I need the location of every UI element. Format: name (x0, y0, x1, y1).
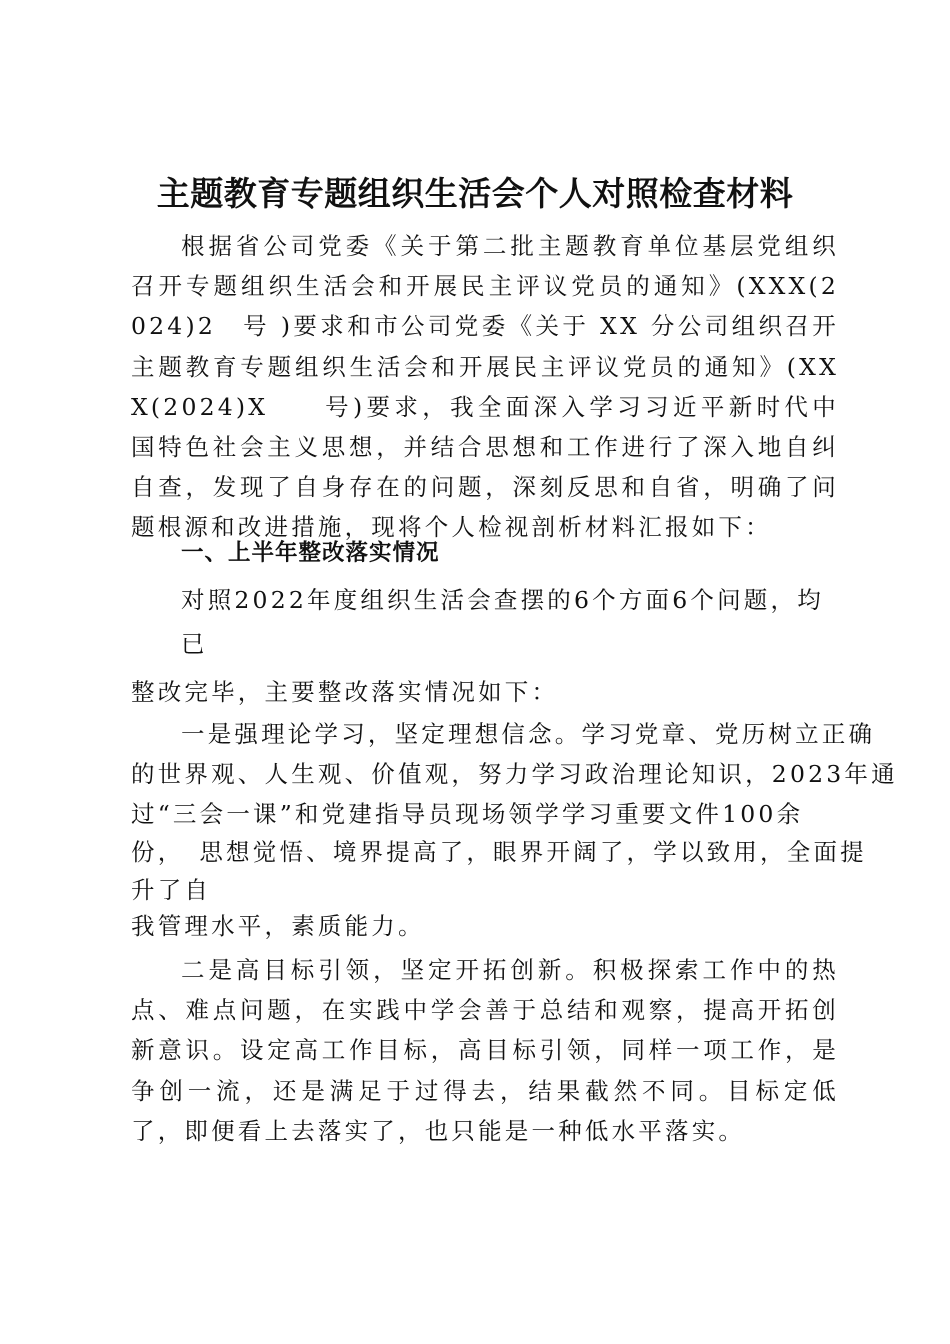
item1-line-6: 我管理水平，素质能力。 (131, 912, 425, 940)
section1-line-2: 已 (181, 630, 208, 658)
section-heading-1: 一、上半年整改落实情况 (181, 540, 440, 566)
item2-paragraph: 二是高目标引领，坚定开拓创新。积极探索工作中的热点、难点问题，在实践中学会善于总结和观察，提高开拓创新意识。设定高工作目标，高目标引领，同样一项工作，是争创一流，还是满足于过得去，结果截然不同。目标定低了，即便看上去落实了，也只能是一种低水平落实。 (131, 956, 839, 1145)
intro-paragraph: 根据省公司党委《关于第二批主题教育单位基层党组织召开专题组织生活会和开展民主评议党员的通知》(XXX(2024)2 号 )要求和市公司党委《关于 XX 分公司组织召开主题教育专题组织生活会和开展民主评议党员的通知》(XXX(2024)X 号)要求，我全面深入学习习近平新时代中国特色社会主义思想，并结合思想和工作进行了深入地自纠自查，发现了自身存在的问题，深刻反思和自省，明确了问题根源和改进措施，现将个人检视剖析材料汇报如下： (131, 232, 839, 542)
item1-line-4: 份， 思想觉悟、境界提高了，眼界开阔了，学以致用，全面提 (131, 838, 867, 866)
document-title: 主题教育专题组织生活会个人对照检查材料 (156, 174, 794, 213)
item1-line-5: 升了自 (131, 876, 212, 904)
item1-line-1: 一是强理论学习，坚定理想信念。学习党章、党历树立正确 (181, 720, 876, 748)
item1-line-2: 的世界观、人生观、价值观，努力学习政治理论知识，2023年通 (131, 760, 898, 788)
section1-line-1: 对照2022年度组织生活会查摆的6个方面6个问题，均 (181, 586, 824, 614)
item1-line-3: 过“三会一课”和党建指导员现场领学学习重要文件100余 (131, 800, 804, 828)
section1-line-3: 整改完毕，主要整改落实情况如下： (131, 678, 559, 706)
